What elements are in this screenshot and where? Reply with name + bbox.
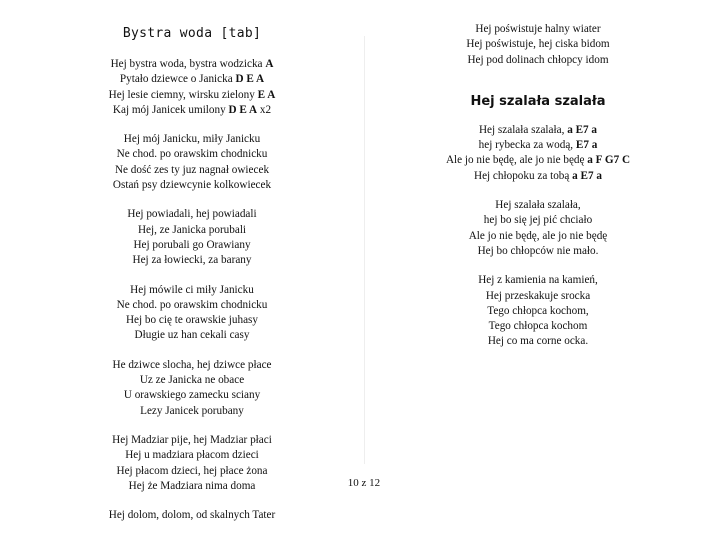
lyric-text: Ale jo nie będę, ale jo nie będę [445,154,588,167]
lyric-text: Ne chod. po orawskim chodnicku [116,298,268,311]
lyric-text: Lezy Janicek porubany [140,404,244,417]
lyric-text: Ne chod. po orawskim chodnicku [116,148,268,161]
lyric-text: hej rybecka za wodą, [478,139,576,152]
lyric-text: hej bo się jej pić chciało [483,214,593,227]
right-intro-lyrics [430,22,646,68]
lyric-line [430,22,646,37]
lyric-line [430,138,646,153]
lyric-text: Hej bystra woda, bystra wodzicka [110,58,266,70]
chord-label: D E A [228,103,258,116]
lyric-text: Długie uz han cekali casy [134,329,250,342]
chord-label: E7 a [575,139,598,152]
lyric-text: Tego chłopca kochom [488,320,588,333]
repeat-marker: x2 [257,103,272,116]
lyric-text: Ale jo nie będę, ale jo nie będę [468,229,608,242]
lyric-text: Tego chłopca kochom, [487,304,589,317]
lyric-text: Hej poświstuje, hej ciska bidom [466,38,610,51]
lyric-line [430,334,646,349]
lyric-line [101,328,283,343]
lyric-text: U orawskiego zamecku sciany [123,389,261,402]
stanza [101,358,283,419]
lyric-line [430,229,646,244]
lyric-line [430,53,646,68]
stanza [101,508,283,523]
chord-label: a F G7 C [587,154,631,167]
lyric-line [101,88,283,103]
lyric-text: Hej mówile ci miły Janicku [130,283,254,296]
lyric-text: Hej poświstuje halny wiater [475,23,601,35]
lyric-text: Hej co ma corne ocka. [487,335,589,348]
lyric-text: Hej lesie ciemny, wirsku zielony [108,88,258,101]
lyric-text: He dziwce slocha, hej dziwce płace [112,358,272,371]
lyric-line [101,147,283,162]
lyric-text: Hej mój Janicku, miły Janicku [123,133,261,146]
lyric-text: Hej chłopoku za tobą [473,169,573,182]
column-divider [364,36,365,464]
lyric-line [101,132,283,147]
lyric-text: Hej za łowiecki, za barany [132,254,252,267]
stanza [430,273,646,349]
lyric-line [430,153,646,168]
chord-label: E A [257,88,276,101]
lyric-line [101,72,283,87]
lyric-line [430,37,646,52]
lyric-text: Hej Madziar pije, hej Madziar płaci [112,433,272,446]
lyric-line [101,253,283,268]
lyric-text: Hej że Madziara nima doma [128,479,256,492]
lyric-text: Hej z kamienia na kamień, [478,274,598,287]
lyric-line [101,103,283,118]
lyric-line [101,207,283,222]
chord-label: D E A [235,73,265,86]
lyric-text: Hej bo cię te orawskie juhasy [125,314,259,327]
lyric-text: Hej, ze Janicka porubali [137,223,247,236]
lyric-text: Hej szalała szalała, [495,199,581,212]
lyric-line [430,289,646,304]
lyric-text: Uz ze Janicka ne obace [139,374,245,387]
lyric-line [430,319,646,334]
lyric-text: Pytało dziewce o Janicka [119,73,236,86]
lyric-line [101,238,283,253]
lyric-text: Hej pod dolinach chłopcy idom [467,53,609,66]
lyric-text: Hej u madziara płacom dzieci [125,449,259,462]
lyric-line [101,223,283,238]
lyric-text: Hej dolom, dolom, od skalnych Tater [108,509,276,522]
lyric-line [430,244,646,259]
lyric-line [101,433,283,448]
lyric-line [101,358,283,373]
lyric-text: Hej porubali go Orawiany [133,238,251,251]
lyric-text: Hej bo chłopców nie mało. [477,244,599,257]
lyric-line [101,298,283,313]
stanza [430,123,646,184]
lyric-line [101,163,283,178]
chord-label: A [265,58,274,70]
lyric-line [101,57,283,72]
lyric-line [101,404,283,419]
lyric-line [101,508,283,523]
stanza [430,198,646,259]
stanza [101,283,283,344]
chord-label: a E7 a [572,169,602,182]
lyric-line [101,388,283,403]
lyric-line [101,448,283,463]
left-lyrics [101,57,283,523]
left-column [101,0,283,537]
lyric-text: Kaj mój Janicek umilony [112,103,229,116]
lyric-line [430,123,646,138]
lyric-text: Ne dość zes ty juz nagnał owiecek [114,163,270,176]
song-title-hej-szalala: Hej szalała szalała [470,93,606,109]
lyric-line [430,169,646,184]
right-lyrics [430,123,646,350]
stanza [101,207,283,268]
lyric-text: Hej powiadali, hej powiadali [127,208,257,221]
lyric-text: Hej szalała szalała, [478,123,568,136]
lyric-text: Hej przeskakuje srocka [485,289,591,302]
stanza [101,132,283,193]
lyric-line [101,283,283,298]
lyric-line [430,213,646,228]
right-column [430,0,646,364]
song-title-bystra-woda: Bystra woda [tab] [122,26,262,41]
stanza [101,57,283,118]
lyric-line [101,313,283,328]
lyric-line [430,273,646,288]
lyric-line [101,373,283,388]
lyric-line [430,198,646,213]
lyric-line [430,304,646,319]
page-number: 10 z 12 [347,477,381,489]
lyric-text: Hej płacom dzieci, hej płace żona [116,464,268,477]
lyric-line [101,178,283,193]
lyric-text: Ostań psy dziewcynie kolkowiecek [112,179,272,192]
chord-label: a E7 a [567,123,598,136]
